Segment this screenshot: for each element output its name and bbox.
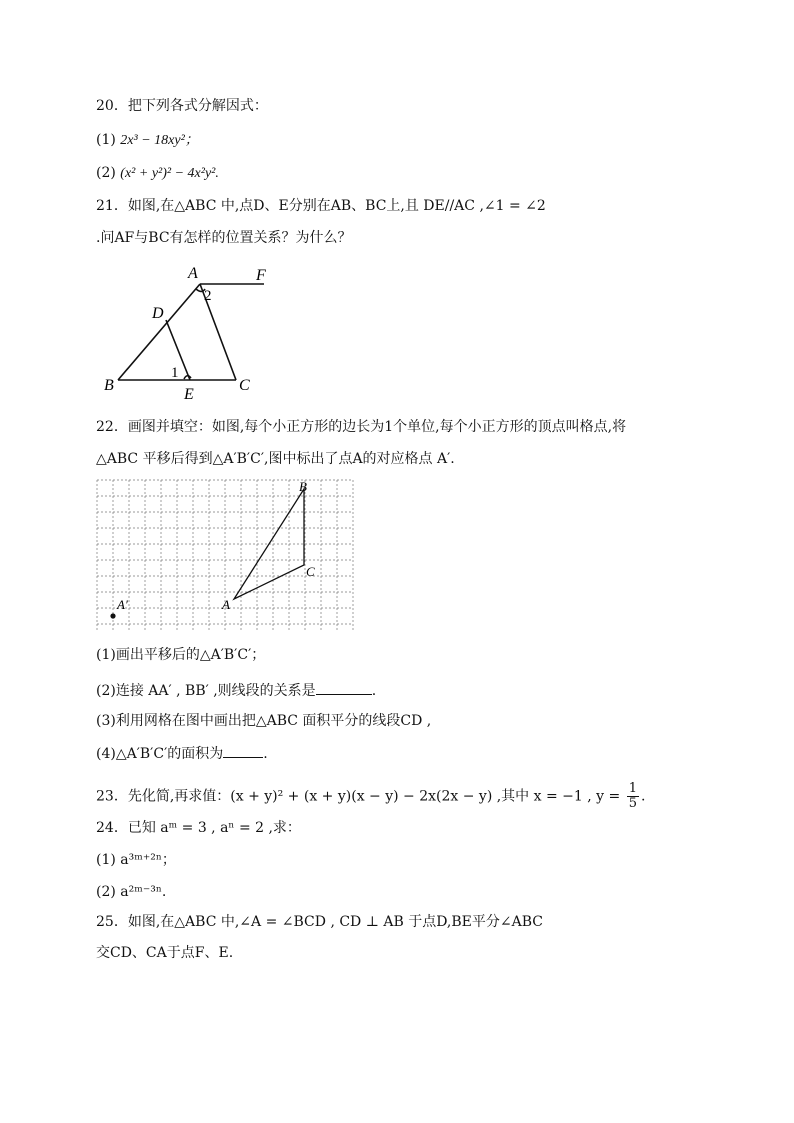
q22-step2-text: (2)连接 AA′ , BB′ ,则线段的关系是 (96, 683, 316, 699)
q21-line1: 21．如图,在△ABC 中,点D、E分别在AB、BC上,且 DE//AC ,∠1 = ∠2 (96, 198, 546, 214)
label-e: E (184, 386, 194, 403)
segment-ab (118, 284, 200, 380)
label-b: B (104, 377, 114, 394)
answer-blank-4[interactable] (223, 743, 263, 758)
q23-line (96, 782, 645, 811)
q25-line2: 交CD、CA于点F、E. (96, 945, 234, 961)
q21-triangle-figure (96, 262, 286, 404)
grid-label-a: A (222, 597, 230, 612)
q22-line1: 22．画图并填空：如图,每个小正方形的边长为1个单位,每个小正方形的顶点叫格点,将 (96, 419, 627, 435)
q20-part2-label: (2) (96, 165, 116, 181)
q20-part1 (96, 130, 199, 151)
q22-step4-end: . (263, 746, 268, 762)
point-a-prime (110, 613, 115, 618)
q20-title: 20．把下列各式分解因式： (96, 98, 268, 114)
q24-title: 24．已知 aᵐ = 3 , aⁿ = 2 ,求： (96, 820, 301, 836)
label-d: D (152, 305, 164, 322)
q23-end: . (640, 788, 646, 805)
q22-grid-figure (96, 479, 358, 635)
q21-line2: .问AF与BC有怎样的位置关系？为什么？ (96, 230, 352, 246)
q23-fraction-den: 5 (628, 796, 637, 811)
grid-label-c: C (306, 564, 315, 579)
q22-line2: △ABC 平移后得到△A′B′C′,图中标出了点A的对应格点 A′. (96, 451, 455, 467)
q24-part2: (2) a²ᵐ⁻³ⁿ. (96, 884, 167, 900)
q24-part1: (1) a³ᵐ⁺²ⁿ； (96, 852, 176, 868)
q22-step2-end: . (371, 683, 377, 699)
q22-step4 (96, 743, 268, 764)
grid-label-a-prime: A′ (117, 597, 128, 612)
q22-step3: (3)利用网格在图中画出把△ABC 面积平分的线段CD , (96, 713, 432, 729)
grid-label-b: B (299, 479, 307, 494)
label-c: C (239, 377, 250, 394)
q22-step2 (96, 680, 376, 701)
q22-step4-text: (4)△A′B′C′的面积为 (96, 746, 224, 762)
q22-step1: (1)画出平移后的△A′B′C′； (96, 647, 266, 663)
answer-blank-2[interactable] (316, 680, 372, 695)
label-f: F (256, 267, 266, 284)
label-angle-1: 1 (171, 365, 179, 381)
q20-part2-expr: (x² + y²)² − 4x²y². (120, 166, 219, 181)
q23-fraction-num: 1 (628, 781, 637, 796)
q20-part1-expr: 2x³ − 18xy²； (120, 133, 199, 148)
q23-fraction (627, 782, 639, 811)
label-angle-2: 2 (204, 288, 212, 304)
q20-part1-label: (1) (96, 132, 116, 148)
q23-text: 23．先化简,再求值：(x + y)² + (x + y)(x − y) − 2x(2x − y) ,其中 x = −1 , y = (96, 788, 621, 805)
q25-line1: 25．如图,在△ABC 中,∠A = ∠BCD , CD ⊥ AB 于点D,BE平分∠ABC (96, 914, 543, 930)
label-a: A (188, 265, 198, 282)
q20-part2 (96, 163, 219, 184)
